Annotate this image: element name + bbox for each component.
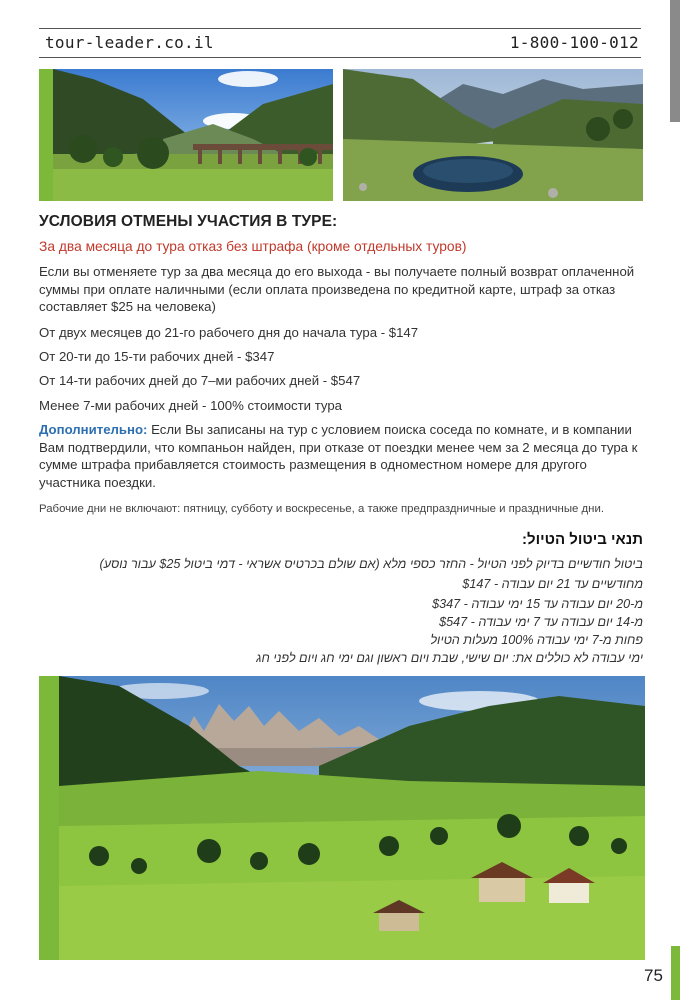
website-link[interactable]: tour-leader.co.il <box>45 33 214 52</box>
he-line-6: ימי עבודה לא כוללים את: יום שישי, שבת ויום ראשון וגם ימי חג ויום לפני חג <box>256 651 643 665</box>
working-days-note-ru: Рабочие дни не включают: пятницу, субботу и воскресенье, а также предпраздничные и праздничные дни. <box>39 503 604 515</box>
penalty-line-1: От двух месяцев до 21-го рабочего дня до начала тура - $147 <box>39 325 419 340</box>
penalty-line-2: От 20-ти до 15-ти рабочих дней - $347 <box>39 349 275 364</box>
photo-dolomites-valley <box>59 676 645 960</box>
photo-mountain-lake <box>343 69 643 201</box>
page-number-bar <box>671 946 680 1000</box>
cancellation-title-he: תנאי ביטול הטיול: <box>522 531 643 548</box>
photo-accent-bar <box>39 69 53 201</box>
photo-accent-bar-large <box>39 676 59 960</box>
side-tab-marker <box>670 0 680 122</box>
cancellation-title-ru: УСЛОВИЯ ОТМЕНЫ УЧАСТИЯ В ТУРЕ: <box>39 213 338 230</box>
he-line-5: פחות מ-7 ימי עבודה 100% מעלות הטיול <box>430 633 643 647</box>
penalty-line-4: Менее 7-ми рабочих дней - 100% стоимости тура <box>39 398 343 413</box>
cancellation-intro-ru: Если вы отменяете тур за два месяца до его выхода - вы получаете полный возврат оплаченной суммы при оплате наличными (если оплата произведена по кредитной карте, штраф за отказ составляет $25 на человека) <box>39 264 635 314</box>
he-line-3: מ-20 יום עבודה עד 15 ימי עבודה - $347 <box>432 597 643 611</box>
additional-paragraph <box>39 421 645 491</box>
cancellation-subtitle-ru: За два месяца до тура отказ без штрафа (кроме отдельных туров) <box>39 239 467 254</box>
phone-number[interactable]: 1-800-100-012 <box>509 33 639 52</box>
page-header <box>39 28 641 58</box>
additional-text: Если Вы записаны на тур с условием поиска соседа по комнате, и в компании Вам подтвердили, что компаньон найден, при отказе от поездки менее чем за 2 месяца до тура к сумме штрафа прибавляется стоимость размещения в одноместном номере для другого участника поездки. <box>39 422 638 490</box>
additional-label: Дополнительно: <box>39 422 148 437</box>
he-line-4: מ-14 יום עבודה עד 7 ימי עבודה - $547 <box>439 615 643 629</box>
page-number: 75 <box>644 966 663 985</box>
he-line-2: מחודשיים עד 21 יום עבודה - $147 <box>462 577 643 591</box>
penalty-line-3: От 14-ти рабочих дней до 7–ми рабочих дней - $547 <box>39 373 361 388</box>
photo-viaduct <box>53 69 333 201</box>
he-line-1: ביטול חודשיים בדיוק לפני הטיול - החזר כספי מלא (אם שולם בכרטיס אשראי - דמי ביטול $25 עבור נוסע) <box>99 557 643 571</box>
